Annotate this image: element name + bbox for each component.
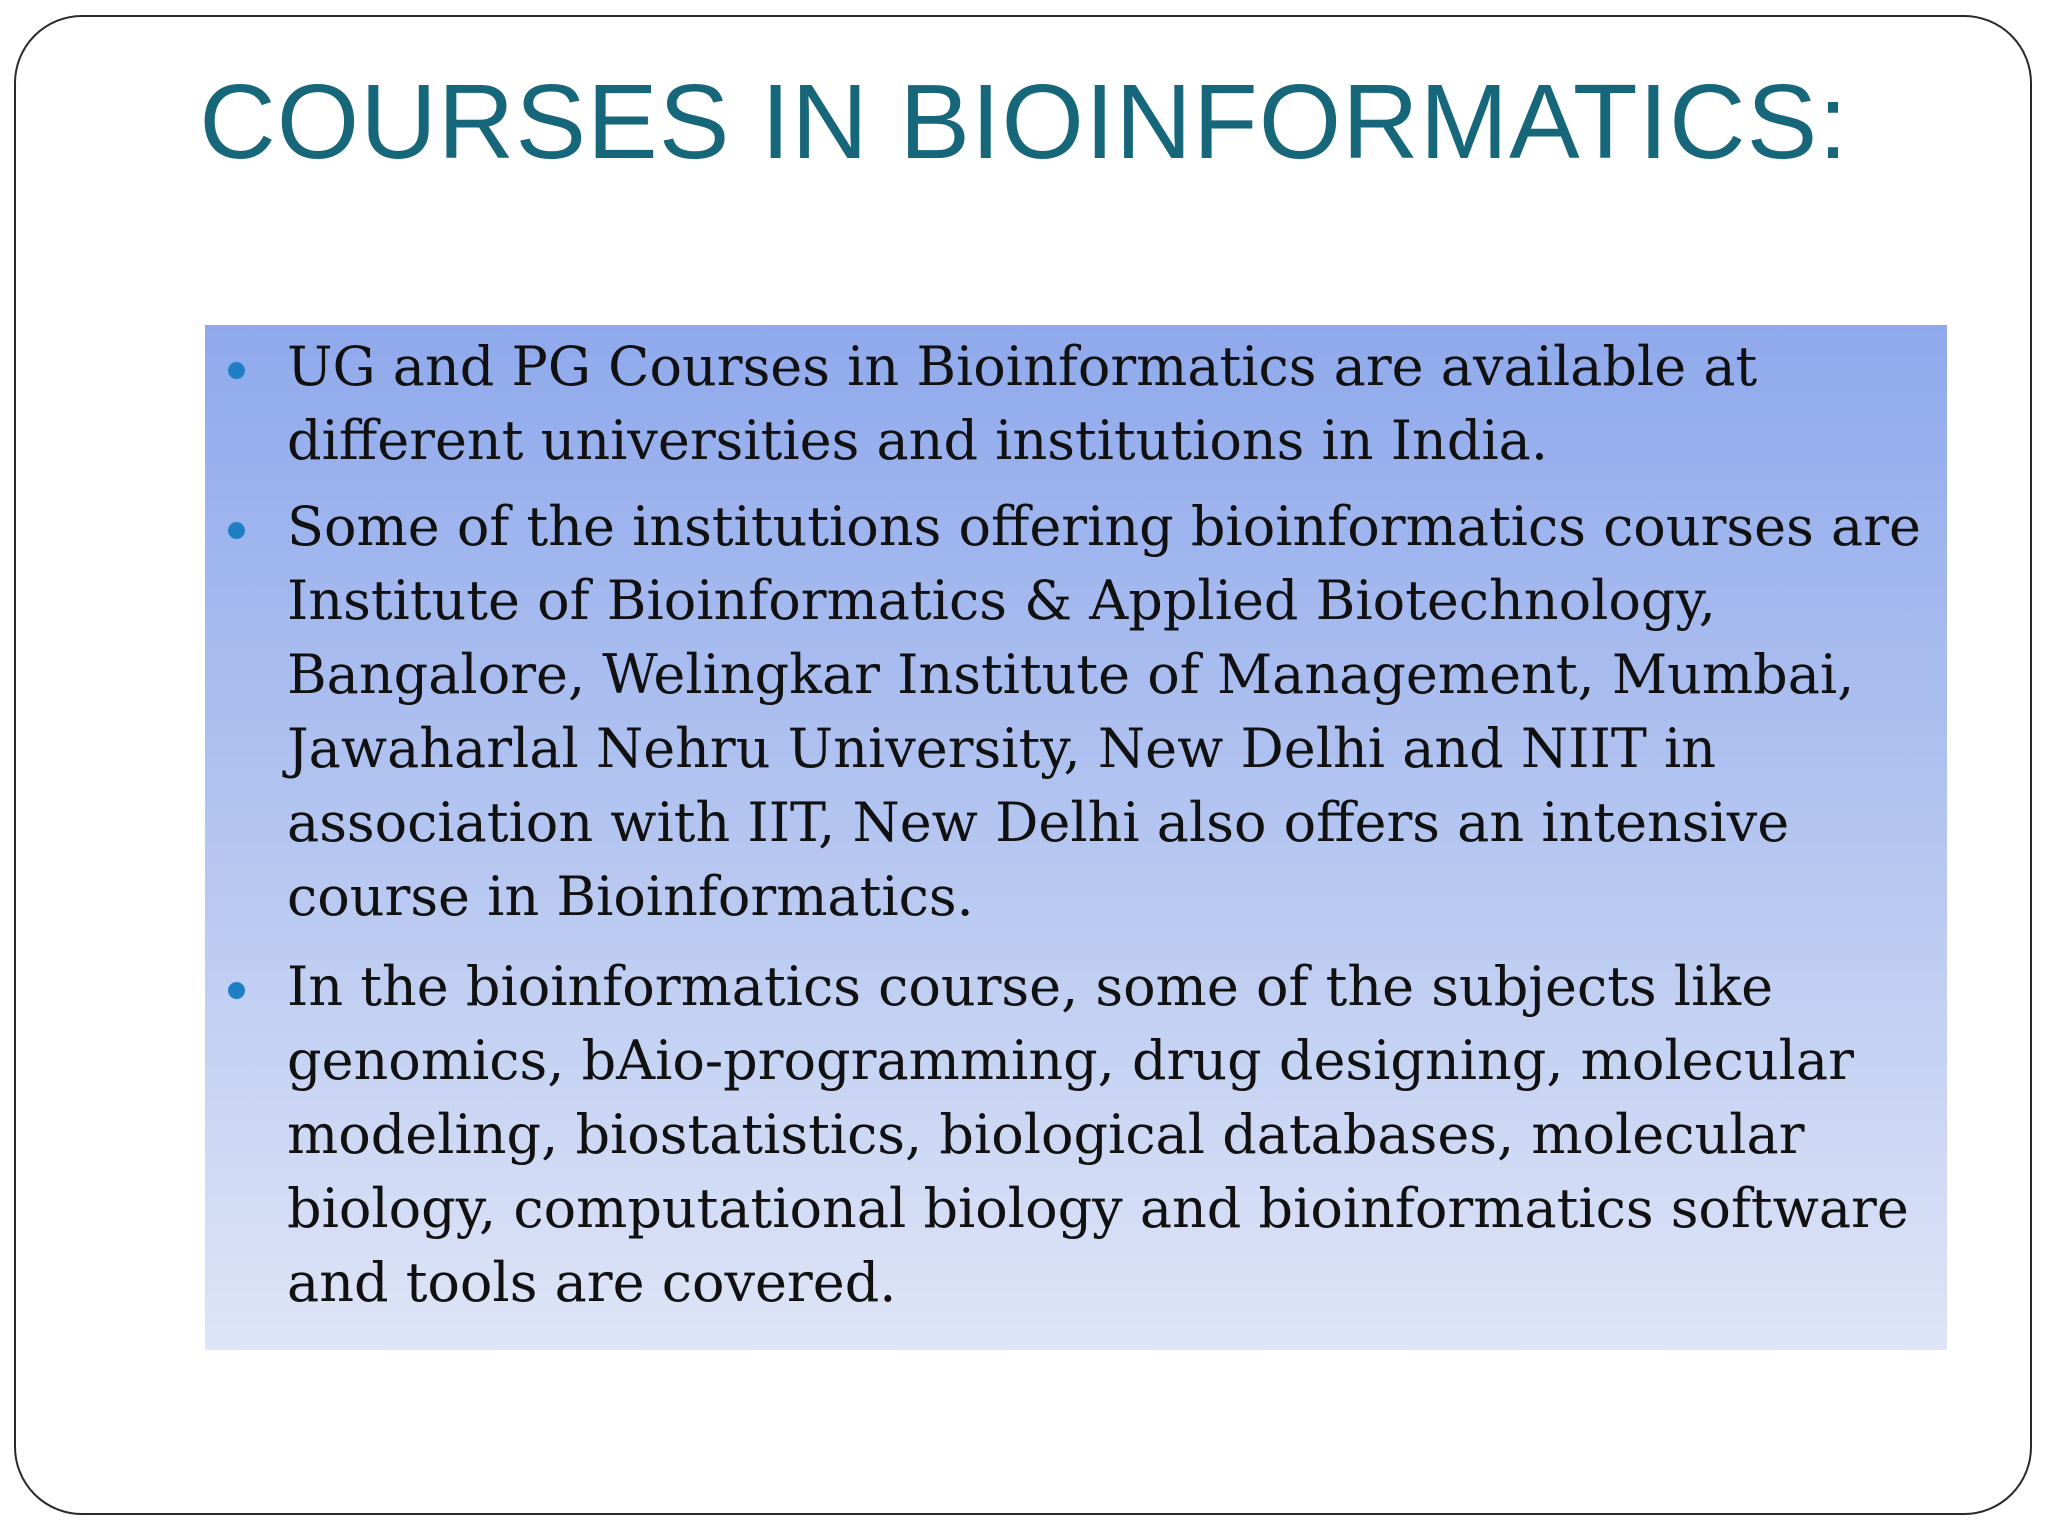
content-box [205,325,1947,1350]
bullet-dot-icon [228,362,245,379]
bullet-text: Some of the institutions offering bioinformatics courses are Institute of Bioinformatics & Applied Biotechnology, Bangalore, Welingkar Institute of Management, Mumbai, Jawaharlal Nehru University, New Delhi and NIIT in association with IIT, New Delhi also offers an intensive course in Bioinformatics. [287,495,1921,928]
slide-title: COURSES IN BIOINFORMATICS: [199,63,1849,181]
bullet-text: In the bioinformatics course, some of the subjects like genomics, bAio-programming, drug designing, molecular modeling, biostatistics, biological databases, molecular biology, computational biology and bioinformatics software and tools are covered. [287,955,1909,1314]
bullet-text: UG and PG Courses in Bioinformatics are available at different universities and institutions in India. [287,335,1758,472]
bullet-dot-icon [228,982,245,999]
bullet-dot-icon [228,522,245,539]
